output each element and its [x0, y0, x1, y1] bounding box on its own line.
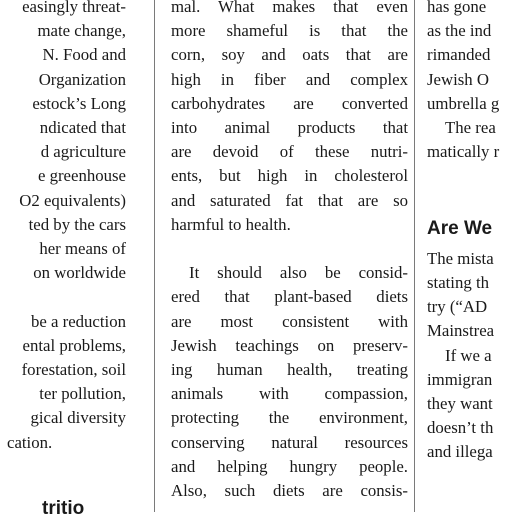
text-line: and helping hungry people. — [171, 456, 408, 476]
text-line: harmful to health. — [171, 214, 291, 234]
text-line: and illega — [427, 442, 493, 462]
text-line: mate change, — [37, 21, 126, 41]
text-line: cation. — [7, 432, 53, 452]
column-divider-right — [414, 0, 415, 512]
text-line: Jewish teachings on preserv- — [171, 335, 408, 355]
text-line: Organization — [38, 69, 126, 89]
text-line: as the ind — [427, 21, 492, 41]
text-line: more shameful is that the — [171, 21, 408, 41]
text-line: d agriculture — [40, 142, 126, 162]
text-line: ental problems, — [22, 335, 126, 355]
text-line: her means of — [39, 239, 126, 259]
text-line: into animal products that — [171, 118, 408, 138]
text-line: stating th — [427, 273, 489, 292]
text-line: Also, such diets are consis- — [171, 481, 408, 501]
text-line: they want — [427, 394, 493, 414]
text-line: Mainstrea — [427, 321, 495, 341]
paragraph-gap — [0, 285, 126, 309]
text-line: ents, but high in cholesterol — [171, 166, 408, 186]
left-column — [0, 0, 126, 521]
text-line: are devoid of these nutri- — [171, 142, 408, 162]
text-line: immigran — [427, 369, 493, 389]
text-line: ered that plant-based diets — [171, 287, 408, 307]
text-line: try (“AD — [427, 297, 488, 317]
section-heading-partial: tritio — [42, 498, 85, 520]
section-heading: Are We — [427, 217, 493, 239]
paragraph-gap — [171, 237, 408, 261]
text-line: ted by the cars — [28, 214, 126, 234]
text-line: carbohydrates are converted — [171, 93, 408, 113]
text-line: O2 equivalents) — [19, 190, 126, 210]
text-line: are most consistent with — [171, 311, 408, 331]
text-line: The rea — [445, 118, 496, 138]
text-line: has gone — [427, 0, 487, 16]
text-line: easingly threat- — [22, 0, 126, 16]
text-line: ter pollution, — [39, 384, 126, 404]
text-line: on worldwide — [33, 263, 126, 283]
text-line: rimanded — [427, 45, 491, 65]
paragraph-gap — [427, 164, 512, 188]
text-line: animals with compassion, — [171, 384, 408, 404]
middle-column — [171, 0, 408, 503]
text-line: It should also be consid- — [189, 263, 408, 283]
text-line: mal. What makes that even — [171, 0, 408, 16]
paragraph-gap — [0, 455, 126, 479]
text-line: be a reduction — [30, 311, 126, 331]
text-line: doesn’t th — [427, 418, 494, 438]
text-line: estock’s Long — [32, 93, 126, 113]
text-line: forestation, soil — [21, 360, 126, 380]
column-divider-left — [154, 0, 155, 512]
text-line: high in fiber and complex — [171, 69, 408, 89]
text-line: The mista — [427, 248, 494, 268]
text-line: Jewish O — [427, 69, 489, 89]
text-line: corn, soy and oats that are — [171, 45, 408, 65]
text-line: protecting the environment, — [171, 408, 408, 428]
text-line: If we a — [445, 345, 492, 365]
text-line: gical diversity — [30, 408, 126, 428]
text-line: matically r — [427, 142, 500, 162]
text-line: N. Food and — [42, 45, 126, 65]
text-line: conserving natural resources — [171, 432, 408, 452]
text-line: ing human health, treating — [171, 360, 408, 380]
right-column — [427, 0, 512, 465]
text-line: and saturated fat that are so — [171, 190, 408, 210]
text-line: ndicated that — [39, 118, 126, 138]
text-line: e greenhouse — [37, 166, 126, 186]
text-line: umbrella g — [427, 93, 500, 113]
paragraph-gap — [427, 189, 512, 213]
